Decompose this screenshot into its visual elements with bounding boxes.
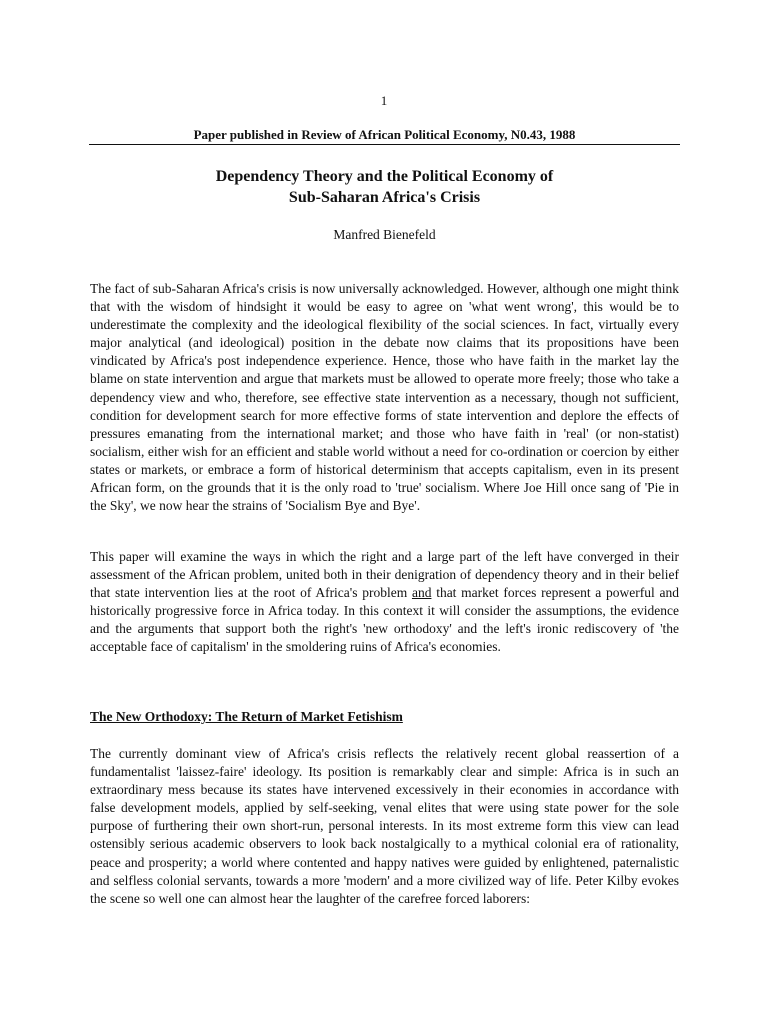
- paragraph-2-underlined-word: and: [411, 585, 432, 601]
- paragraph-2-text-before: This paper will examine the ways in which the right and a large part of the left have converged in their assessment of the African problem, united both in their denigration of dependency theory and in their belief that state intervention lies at the root of Africa's problem: [90, 549, 679, 601]
- section-heading: The New Orthodoxy: The Return of Market Fetishism: [90, 709, 403, 724]
- paper-title: [89, 166, 680, 208]
- paper-title-line-2: Sub-Saharan Africa's Crisis: [288, 189, 481, 206]
- body-paragraph-2: [90, 548, 679, 657]
- header-rule: [89, 144, 680, 145]
- paper-title-line-1: Dependency Theory and the Political Economy of: [215, 168, 554, 185]
- body-paragraph-3: The currently dominant view of Africa's crisis reflects the relatively recent global reassertion of a fundamentalist 'laissez-faire' ideology. Its position is remarkably clear and simple: Africa is in such an extraordinary mess because its states have intervened excessively in their economies in accordance with false development models, applied by self-seeking, venal elites that were using state power for the sole purpose of furthering their own short-run, personal interests. In its most extreme form this view can lead ostensibly serious academic observers to look back nostalgically to a mythical colonial era of rationality, peace and prosperity; a world where contented and happy natives were guided by enlightened, paternalistic and selfless colonial servants, towards a more 'modern' and a more civilized way of life. Peter Kilby evokes the scene so well one can almost hear the laughter of the carefree forced laborers:: [90, 746, 679, 906]
- body-paragraph-1: The fact of sub-Saharan Africa's crisis is now universally acknowledged. However, although one might think that with the wisdom of hindsight it would be easy to agree on 'what went wrong', this would be to underestimate the complexity and the ideological flexibility of the social sciences. In fact, virtually every major analytical (and ideological) position in the debate now claims that its propositions have been vindicated by Africa's post independence experience. Hence, those who have faith in the market lay the blame on state intervention and argue that markets must be allowed to operate more freely; those who take a dependency view and who, therefore, see effective state intervention as a necessary, though not sufficient, condition for development search for more effective forms of state intervention and deplore the effects of pressures emanating from the international market; and those who have faith in 'real' (or non-statist) socialism, either wish for an efficient and stable world without a need for co-ordination or coercion by either states or markets, or embrace a form of historical determinism that accepts capitalism, even in its present African form, on the grounds that it is the only road to 'true' socialism. Where Joe Hill once sang of 'Pie in the Sky', we now hear the strains of 'Socialism Bye and Bye'.: [90, 281, 679, 514]
- page-number: 1: [380, 93, 388, 108]
- paragraph-2-text-after: that market forces represent a powerful and historically progressive force in Africa today. In this context it will consider the assumptions, the evidence and the arguments that support both the right's 'new orthodoxy' and the left's ironic rediscovery of 'the acceptable face of capitalism' in the smoldering ruins of Africa's economies.: [90, 585, 679, 655]
- publication-note: Paper published in Review of African Political Economy, N0.43, 1988: [193, 127, 576, 142]
- author-name: Manfred Bienefeld: [333, 227, 436, 242]
